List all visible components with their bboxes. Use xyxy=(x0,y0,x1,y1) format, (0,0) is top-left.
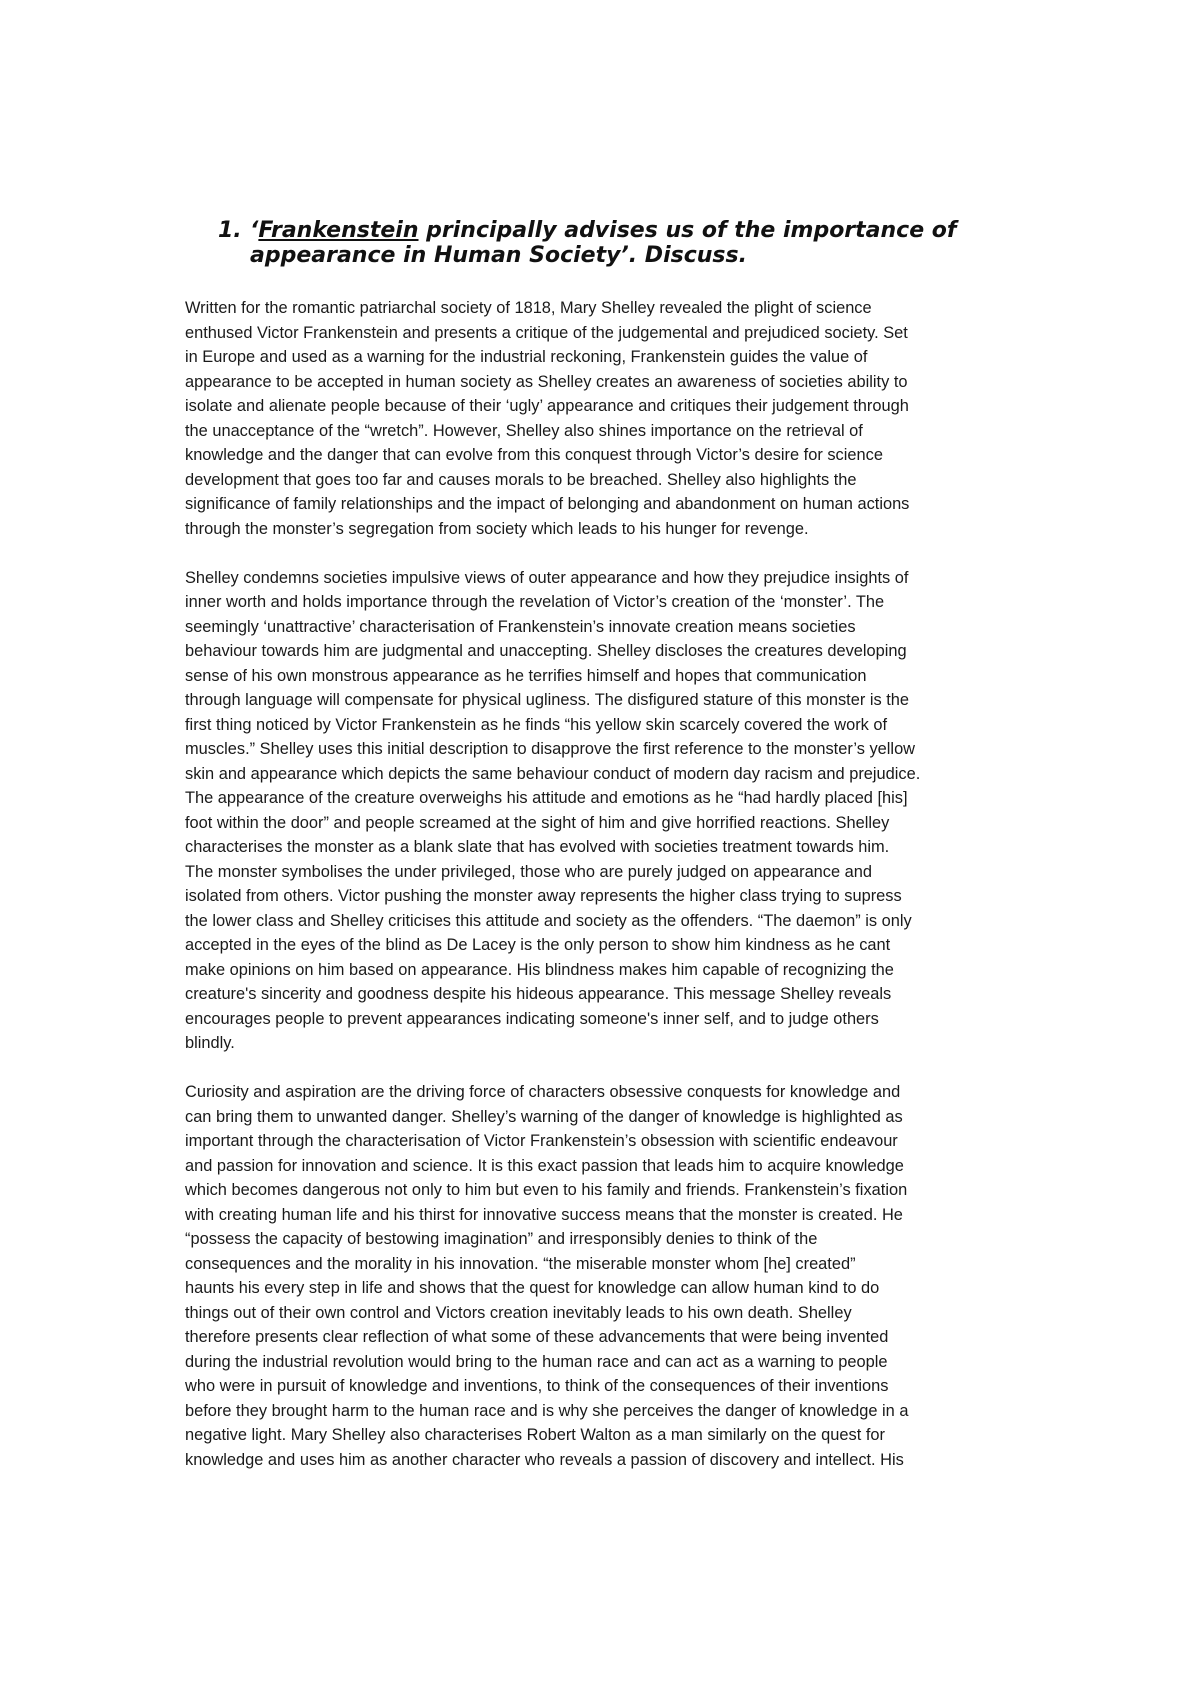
paragraph-line: encourages people to prevent appearances indicating someone's inner self, and to judge others xyxy=(185,1009,879,1028)
paragraph-line: Written for the romantic patriarchal society of 1818, Mary Shelley revealed the plight of science xyxy=(185,299,872,317)
paragraph-line: development that goes too far and causes morals to be breached. Shelley also highlights the xyxy=(185,470,857,489)
paragraph-line: can bring them to unwanted danger. Shelley’s warning of the danger of knowledge is highlighted as xyxy=(185,1107,903,1126)
paragraph xyxy=(185,566,1005,1056)
paragraph-line: the unacceptance of the “wretch”. However, Shelley also shines importance on the retrieval of xyxy=(185,421,863,440)
paragraph-line: behaviour towards him are judgmental and unaccepting. Shelley discloses the creatures developing xyxy=(185,642,907,660)
essay-heading xyxy=(218,218,978,268)
paragraph-line: things out of their own control and Victors creation inevitably leads to his own death. Shelley xyxy=(185,1303,852,1322)
essay-body xyxy=(185,296,1005,1497)
paragraph xyxy=(185,1080,1005,1472)
work-title: Frankenstein xyxy=(258,218,419,243)
paragraph-line: The appearance of the creature overweighs his attitude and emotions as he “had hardly placed [his] xyxy=(185,789,908,807)
paragraph-line: foot within the door” and people screamed at the sight of him and give horrified reactions. Shelley xyxy=(185,813,890,832)
paragraph-line: make opinions on him based on appearance. His blindness makes him capable of recognizing the xyxy=(185,960,894,979)
question-title-line-2: appearance in Human Society’. Discuss. xyxy=(250,243,747,268)
paragraph-line: haunts his every step in life and shows that the quest for knowledge can allow human kind to do xyxy=(185,1279,880,1297)
paragraph-line: the lower class and Shelley criticises this attitude and society as the offenders. “The daemon” is only xyxy=(185,911,912,930)
paragraph-line: therefore presents clear reflection of what some of these advancements that were being invented xyxy=(185,1328,889,1346)
paragraph-line: “possess the capacity of bestowing imagination” and irresponsibly denies to think of the xyxy=(185,1230,818,1248)
paragraph-line: knowledge and the danger that can evolve from this conquest through Victor’s desire for science xyxy=(185,446,883,464)
question-number: 1. xyxy=(218,218,242,243)
paragraph-line: accepted in the eyes of the blind as De Lacey is the only person to show him kindness as he cant xyxy=(185,936,891,954)
opening-quote: ‘ xyxy=(250,218,259,243)
paragraph-line: inner worth and holds importance through the revelation of Victor’s creation of the ‘monster’. The xyxy=(185,593,885,611)
paragraph-line: enthused Victor Frankenstein and presents a critique of the judgemental and prejudiced society. Set xyxy=(185,323,908,342)
paragraph-line: with creating human life and his thirst for innovative success means that the monster is created. He xyxy=(185,1205,903,1224)
paragraph-line: knowledge and uses him as another character who reveals a passion of discovery and intellect. His xyxy=(185,1450,904,1469)
paragraph-line: in Europe and used as a warning for the industrial reckoning, Frankenstein guides the value of xyxy=(185,348,868,366)
paragraph-line: skin and appearance which depicts the same behaviour conduct of modern day racism and prejudice. xyxy=(185,764,921,783)
paragraph xyxy=(185,296,1005,541)
paragraph-line: seemingly ‘unattractive’ characterisation of Frankenstein’s innovate creation means societies xyxy=(185,617,856,636)
question-title-line-1 xyxy=(250,218,978,243)
paragraph-line: Curiosity and aspiration are the driving force of characters obsessive conquests for knowledge and xyxy=(185,1083,901,1101)
paragraph-line: through language will compensate for physical ugliness. The disfigured stature of this monster is the xyxy=(185,691,910,709)
paragraph-line: blindly. xyxy=(185,1034,235,1052)
paragraph-line: The monster symbolises the under privileged, those who are purely judged on appearance and xyxy=(185,862,873,881)
paragraph-line: appearance to be accepted in human society as Shelley creates an awareness of societies ability to xyxy=(185,372,908,391)
paragraph-line: characterises the monster as a blank slate that has evolved with societies treatment towards him. xyxy=(185,838,890,856)
paragraph-line: isolated from others. Victor pushing the monster away represents the higher class trying to supress xyxy=(185,887,902,905)
paragraph-line: significance of family relationships and the impact of belonging and abandonment on human actions xyxy=(185,495,910,513)
paragraph-line: during the industrial revolution would bring to the human race and can act as a warning to people xyxy=(185,1352,888,1371)
paragraph-line: first thing noticed by Victor Frankenstein as he finds “his yellow skin scarcely covered the work of xyxy=(185,715,888,734)
paragraph-line: and passion for innovation and science. It is this exact passion that leads him to acquire knowledge xyxy=(185,1156,904,1175)
paragraph-line: consequences and the morality in his innovation. “the miserable monster whom [he] created” xyxy=(185,1254,856,1273)
question-title-rest: principally advises us of the importance of xyxy=(418,218,957,243)
paragraph-line: isolate and alienate people because of their ‘ugly’ appearance and critiques their judgement through xyxy=(185,397,909,415)
paragraph-line: negative light. Mary Shelley also characterises Robert Walton as a man similarly on the quest for xyxy=(185,1426,885,1444)
paragraph-line: Shelley condemns societies impulsive views of outer appearance and how they prejudice insights of xyxy=(185,568,909,587)
paragraph-line: sense of his own monstrous appearance as he terrifies himself and hopes that communication xyxy=(185,666,867,685)
paragraph-line: muscles.” Shelley uses this initial description to disapprove the first reference to the monster’s yellow xyxy=(185,740,916,758)
paragraph-line: who were in pursuit of knowledge and inventions, to think of the consequences of their inventions xyxy=(185,1377,889,1395)
paragraph-line: creature's sincerity and goodness despite his hideous appearance. This message Shelley reveals xyxy=(185,985,892,1003)
paragraph-line: important through the characterisation of Victor Frankenstein’s obsession with scientific endeavour xyxy=(185,1132,898,1150)
paragraph-line: through the monster’s segregation from society which leads to his hunger for revenge. xyxy=(185,519,809,538)
paragraph-line: before they brought harm to the human race and is why she perceives the danger of knowledge in a xyxy=(185,1401,909,1420)
paragraph-line: which becomes dangerous not only to him but even to his family and friends. Frankenstein’s fixation xyxy=(185,1181,908,1199)
